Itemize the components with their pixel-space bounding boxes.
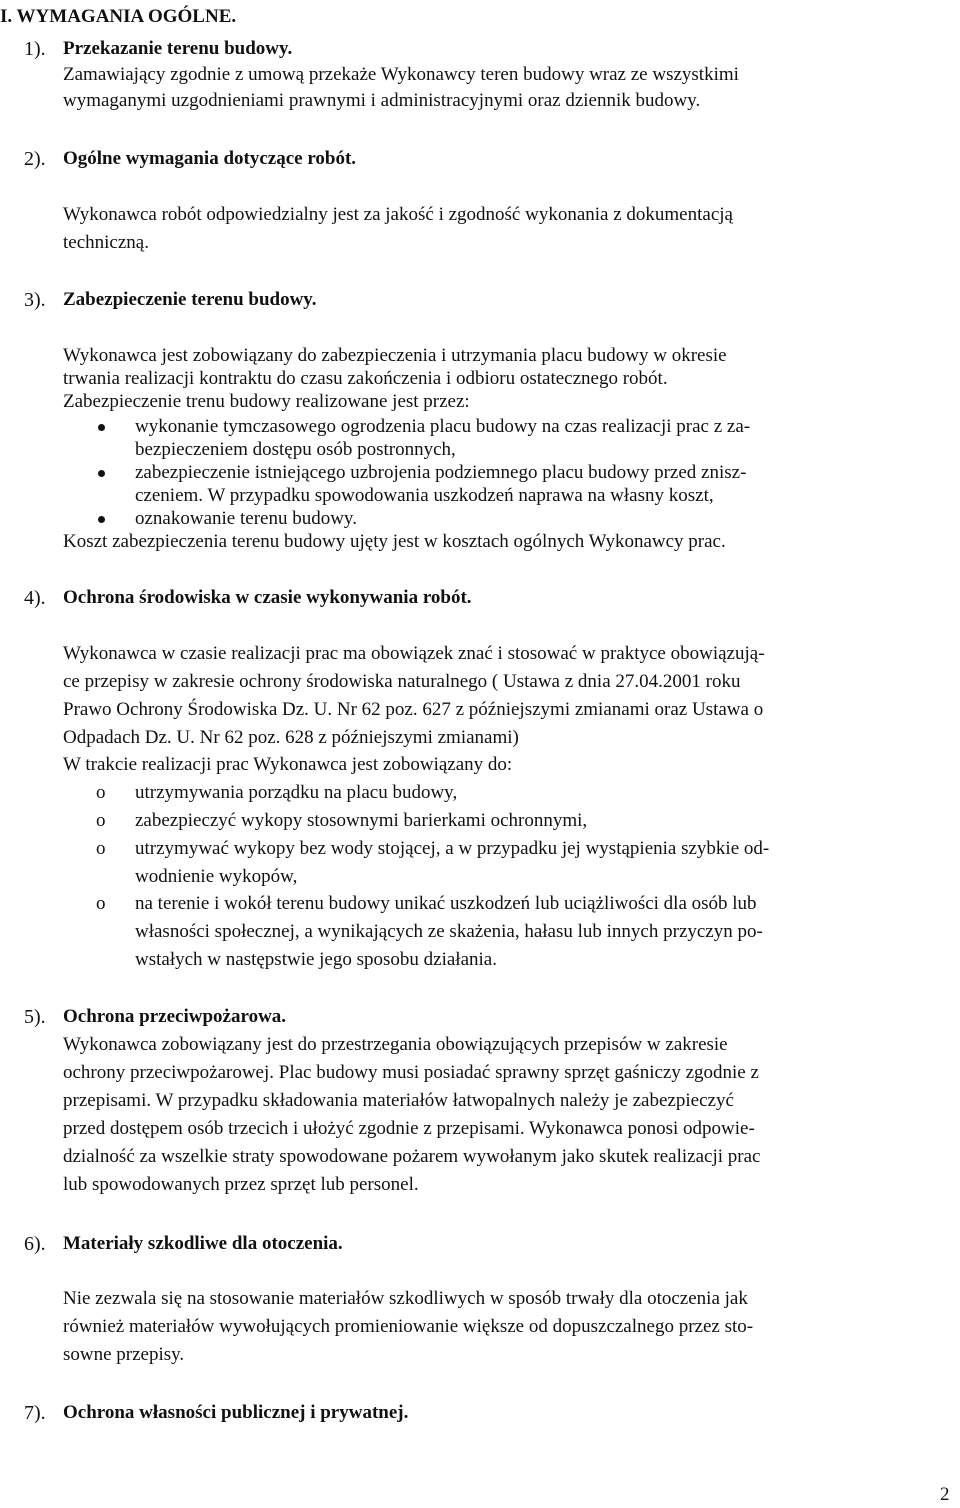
section-4-text: W trakcie realizacji prac Wykonawca jest zobowiązany do: bbox=[63, 754, 513, 775]
section-3-text: Zabezpieczenie trenu budowy realizowane jest przez: bbox=[63, 391, 470, 412]
section-6-number: 6). bbox=[24, 1233, 46, 1255]
section-4-text: Odpadach Dz. U. Nr 62 poz. 628 z późniejszymi zmianami) bbox=[63, 727, 519, 748]
bullet-item-continued: bezpieczeniem dostępu osób postronnych, bbox=[135, 439, 456, 460]
document-heading: I. WYMAGANIA OGÓLNE. bbox=[0, 6, 237, 27]
section-6-text: również materiałów wywołujących promieniowanie większe od dopuszczalnego przez sto- bbox=[63, 1316, 754, 1337]
section-5-number: 5). bbox=[24, 1006, 46, 1028]
section-5-text: lub spowodowanych przez sprzęt lub personel. bbox=[63, 1174, 419, 1195]
section-5-text: dzialność za wszelkie straty spowodowane pożarem wywołanym jako skutek realizacji prac bbox=[63, 1146, 761, 1167]
section-2-number: 2). bbox=[24, 148, 46, 170]
section-3-title: Zabezpieczenie terenu budowy. bbox=[63, 289, 317, 310]
list-item-continued: własności społecznej, a wynikających ze skażenia, hałasu lub innych przyczyn po- bbox=[135, 921, 763, 942]
bullet-item: zabezpieczenie istniejącego uzbrojenia podziemnego placu budowy przed znisz- bbox=[135, 462, 747, 483]
section-6-text: sowne przepisy. bbox=[63, 1344, 185, 1365]
list-item: na terenie i wokół terenu budowy unikać uszkodzeń lub uciążliwości dla osób lub bbox=[135, 893, 757, 914]
section-5-text: przepisami. W przypadku składowania materiałów łatwopalnych należy je zabezpieczyć bbox=[63, 1090, 734, 1111]
list-item: utrzymywać wykopy bez wody stojącej, a w przypadku jej wystąpienia szybkie od- bbox=[135, 838, 770, 859]
section-2-text: techniczną. bbox=[63, 232, 149, 253]
page-number: 2 bbox=[940, 1484, 950, 1505]
list-marker: o bbox=[96, 838, 106, 859]
section-5-text: ochrony przeciwpożarowej. Plac budowy musi posiadać sprawny sprzęt gaśniczy zgodnie z bbox=[63, 1062, 759, 1083]
section-4-text: Wykonawca w czasie realizacji prac ma obowiązek znać i stosować w praktyce obowiązują- bbox=[63, 643, 765, 664]
section-4-text: ce przepisy w zakresie ochrony środowiska naturalnego ( Ustawa z dnia 27.04.2001 roku bbox=[63, 671, 741, 692]
section-2-title: Ogólne wymagania dotyczące robót. bbox=[63, 148, 357, 169]
list-item: zabezpieczyć wykopy stosownymi barierkami ochronnymi, bbox=[135, 810, 588, 831]
section-3-text: Wykonawca jest zobowiązany do zabezpieczenia i utrzymania placu budowy w okresie bbox=[63, 345, 727, 366]
section-4-number: 4). bbox=[24, 587, 46, 609]
section-4-title: Ochrona środowiska w czasie wykonywania robót. bbox=[63, 587, 472, 608]
bullet-item-continued: czeniem. W przypadku spowodowania uszkodzeń naprawa na własny koszt, bbox=[135, 485, 714, 506]
list-item: utrzymywania porządku na placu budowy, bbox=[135, 782, 458, 803]
bullet-dot bbox=[98, 470, 105, 477]
section-6-title: Materiały szkodliwe dla otoczenia. bbox=[63, 1233, 343, 1254]
section-5-text: przed dostępem osób trzecich i ułożyć zgodnie z przepisami. Wykonawca ponosi odpowie- bbox=[63, 1118, 755, 1139]
bullet-dot bbox=[98, 424, 105, 431]
section-3-number: 3). bbox=[24, 289, 46, 311]
list-marker: o bbox=[96, 782, 106, 803]
bullet-item: wykonanie tymczasowego ogrodzenia placu budowy na czas realizacji prac z za- bbox=[135, 416, 751, 437]
section-1-number: 1). bbox=[24, 38, 46, 60]
bullet-dot bbox=[98, 516, 105, 523]
list-marker: o bbox=[96, 810, 106, 831]
section-1-title: Przekazanie terenu budowy. bbox=[63, 38, 293, 59]
section-5-title: Ochrona przeciwpożarowa. bbox=[63, 1006, 287, 1027]
section-3-text: trwania realizacji kontraktu do czasu zakończenia i odbioru ostatecznego robót. bbox=[63, 368, 668, 389]
section-1-text: Zamawiający zgodnie z umową przekaże Wykonawcy teren budowy wraz ze wszystkimi bbox=[63, 64, 739, 85]
section-5-text: Wykonawca zobowiązany jest do przestrzegania obowiązujących przepisów w zakresie bbox=[63, 1034, 728, 1055]
section-2-text: Wykonawca robót odpowiedzialny jest za jakość i zgodność wykonania z dokumentacją bbox=[63, 204, 733, 225]
list-item-continued: wstałych w następstwie jego sposobu działania. bbox=[135, 949, 497, 970]
section-3-closing: Koszt zabezpieczenia terenu budowy ujęty jest w kosztach ogólnych Wykonawcy prac. bbox=[63, 531, 726, 552]
section-7-title: Ochrona własności publicznej i prywatnej. bbox=[63, 1402, 409, 1423]
section-4-text: Prawo Ochrony Środowiska Dz. U. Nr 62 poz. 627 z późniejszymi zmianami oraz Ustawa o bbox=[63, 699, 764, 720]
list-item-continued: wodnienie wykopów, bbox=[135, 866, 298, 887]
bullet-item: oznakowanie terenu budowy. bbox=[135, 508, 357, 529]
section-7-number: 7). bbox=[24, 1402, 46, 1424]
section-6-text: Nie zezwala się na stosowanie materiałów szkodliwych w sposób trwały dla otoczenia jak bbox=[63, 1288, 748, 1309]
list-marker: o bbox=[96, 893, 106, 914]
section-1-text: wymaganymi uzgodnieniami prawnymi i administracyjnymi oraz dziennik budowy. bbox=[63, 90, 701, 111]
